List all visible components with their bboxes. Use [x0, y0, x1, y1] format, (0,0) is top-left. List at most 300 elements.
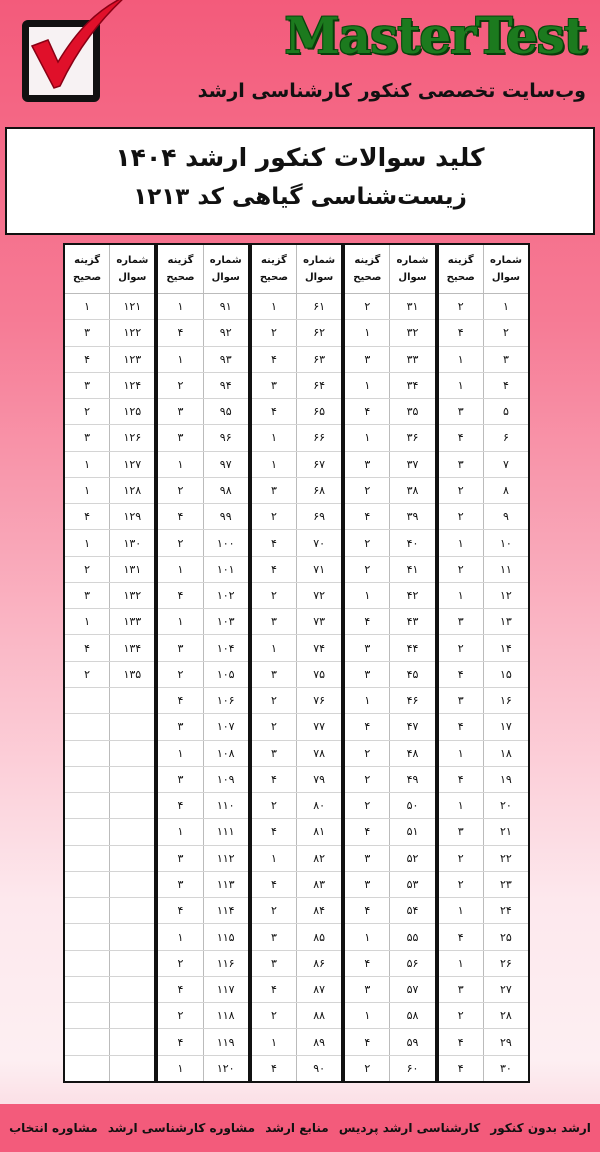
question-number-cell: ۱۴: [483, 635, 528, 660]
question-number-cell: ۵۷: [389, 977, 434, 1002]
question-number-cell: ۱: [483, 294, 528, 319]
question-number-cell: ۵: [483, 399, 528, 424]
table-row: [439, 634, 528, 660]
answer-cell: ۴: [270, 405, 277, 419]
question-number-cell: ۶۰: [389, 1056, 434, 1081]
answer-cell: ۴: [457, 326, 464, 340]
answer-cell: ۱: [270, 457, 277, 471]
table-row: [345, 1055, 434, 1081]
answer-cell: ۳: [177, 641, 184, 655]
answer-cell: ۴: [177, 326, 184, 340]
question-number-cell: ۳۲: [389, 320, 434, 345]
answer-cell: ۳: [270, 378, 277, 392]
answer-cell: [65, 741, 109, 766]
header-number: شماره سوال: [109, 245, 154, 293]
table-row: [158, 346, 247, 372]
table-row: [345, 687, 434, 713]
answer-cell: ۳: [177, 772, 184, 786]
table-row: [345, 529, 434, 555]
header-answer: گزینه صحیح: [166, 255, 195, 283]
question-number-cell: ۴۲: [389, 583, 434, 608]
answer-cell: ۱: [270, 641, 277, 655]
answer-cell: ۴: [364, 510, 371, 524]
question-number-cell: ۵۲: [389, 846, 434, 871]
table-row: [65, 398, 154, 424]
answer-cell: ۳: [364, 877, 371, 891]
answer-cell: ۳: [84, 589, 91, 603]
question-number-cell: [109, 688, 154, 713]
answer-cell: ۴: [270, 562, 277, 576]
question-number-cell: ۶۶: [296, 425, 341, 450]
table-row: [65, 582, 154, 608]
table-row: [439, 1028, 528, 1054]
answer-cell: ۲: [364, 1061, 371, 1075]
table-row: [345, 634, 434, 660]
answer-cell: ۱: [364, 694, 371, 708]
question-number-cell: ۱۲: [483, 583, 528, 608]
question-number-cell: ۳: [483, 347, 528, 372]
table-row: [345, 1002, 434, 1028]
table-row: [439, 976, 528, 1002]
question-number-cell: ۱۳۰: [109, 530, 154, 555]
answer-cell: ۱: [364, 1009, 371, 1023]
answer-cell: ۱: [177, 615, 184, 629]
question-number-cell: ۱۲۳: [109, 347, 154, 372]
answer-cell: ۴: [457, 772, 464, 786]
table-row: [65, 871, 154, 897]
table-row: [439, 923, 528, 949]
header-number: شماره سوال: [203, 245, 248, 293]
footer-link[interactable]: کارشناسی ارشد پردیس: [338, 1121, 481, 1135]
table-row: [65, 477, 154, 503]
table-row: [345, 372, 434, 398]
answer-cell: ۱: [84, 457, 91, 471]
answer-cell: ۴: [84, 510, 91, 524]
answer-cell: ۲: [270, 589, 277, 603]
question-number-cell: ۶۴: [296, 373, 341, 398]
table-row: [65, 950, 154, 976]
question-number-cell: ۳۵: [389, 399, 434, 424]
question-number-cell: ۳۱: [389, 294, 434, 319]
question-number-cell: ۷۵: [296, 662, 341, 687]
question-number-cell: ۵۹: [389, 1029, 434, 1054]
answer-cell: ۲: [457, 877, 464, 891]
question-number-cell: ۱۳۱: [109, 557, 154, 582]
question-number-cell: ۶: [483, 425, 528, 450]
table-row: [158, 294, 247, 319]
table-row: [65, 661, 154, 687]
answer-cell: ۴: [177, 904, 184, 918]
table-row: [345, 792, 434, 818]
answer-cell: ۴: [84, 352, 91, 366]
table-row: [158, 582, 247, 608]
table-row: [65, 740, 154, 766]
question-number-cell: [109, 846, 154, 871]
question-number-cell: ۱۰۵: [203, 662, 248, 687]
question-number-cell: ۷۶: [296, 688, 341, 713]
table-row: [252, 477, 341, 503]
answer-cell: ۲: [364, 300, 371, 314]
answer-cell: ۳: [457, 983, 464, 997]
answer-key-table: [63, 243, 530, 1083]
table-row: [158, 1028, 247, 1054]
question-number-cell: ۷۴: [296, 635, 341, 660]
question-number-cell: ۲۰: [483, 793, 528, 818]
header-answer: گزینه صحیح: [446, 255, 475, 283]
answer-cell: ۴: [270, 536, 277, 550]
answer-cell: ۱: [177, 746, 184, 760]
table-row: [158, 529, 247, 555]
table-row: [65, 897, 154, 923]
answer-cell: ۴: [270, 877, 277, 891]
table-row: [65, 1028, 154, 1054]
table-row: [345, 661, 434, 687]
question-number-cell: ۸۲: [296, 846, 341, 871]
question-number-cell: ۱۲۸: [109, 478, 154, 503]
table-row: [252, 871, 341, 897]
answer-cell: ۳: [177, 851, 184, 865]
question-number-cell: ۴۷: [389, 714, 434, 739]
answer-cell: ۳: [364, 851, 371, 865]
answer-cell: [65, 1029, 109, 1054]
question-number-cell: [109, 793, 154, 818]
table-row: [252, 398, 341, 424]
answer-cell: ۲: [364, 483, 371, 497]
answer-cell: ۲: [84, 405, 91, 419]
answer-cell: ۳: [270, 956, 277, 970]
header-answer: گزینه صحیح: [73, 255, 102, 283]
answer-cell: ۱: [177, 930, 184, 944]
answer-cell: ۱: [270, 1035, 277, 1049]
answer-cell: ۳: [457, 405, 464, 419]
answer-cell: [65, 846, 109, 871]
question-number-cell: ۱۲۹: [109, 504, 154, 529]
table-row: [65, 608, 154, 634]
table-row: [252, 1002, 341, 1028]
answer-cell: ۱: [457, 378, 464, 392]
answer-cell: ۱: [270, 300, 277, 314]
answer-cell: ۴: [364, 904, 371, 918]
answer-cell: ۱: [457, 904, 464, 918]
question-number-cell: ۹۲: [203, 320, 248, 345]
answer-cell: ۴: [457, 1035, 464, 1049]
answer-cell: ۳: [270, 615, 277, 629]
question-number-cell: ۲۴: [483, 898, 528, 923]
table-row: [439, 897, 528, 923]
answer-cell: [65, 819, 109, 844]
table-row: [252, 897, 341, 923]
table-row: [345, 766, 434, 792]
table-row: [158, 1002, 247, 1028]
question-number-cell: ۳۴: [389, 373, 434, 398]
table-row: [439, 346, 528, 372]
table-row: [252, 687, 341, 713]
table-row: [439, 1002, 528, 1028]
table-row: [65, 294, 154, 319]
table-row: [345, 923, 434, 949]
table-row: [252, 424, 341, 450]
table-row: [158, 897, 247, 923]
table-row: [345, 713, 434, 739]
table-row: [252, 792, 341, 818]
question-number-cell: ۱۱۹: [203, 1029, 248, 1054]
table-row: [65, 792, 154, 818]
table-row: [158, 950, 247, 976]
table-row: [439, 950, 528, 976]
table-row: [252, 1028, 341, 1054]
table-row: [252, 740, 341, 766]
question-number-cell: ۳۰: [483, 1056, 528, 1081]
table-row: [65, 529, 154, 555]
answer-cell: ۴: [84, 641, 91, 655]
answer-cell: ۴: [270, 772, 277, 786]
table-row: [252, 661, 341, 687]
table-row: [158, 556, 247, 582]
table-row: [158, 661, 247, 687]
table-row: [65, 503, 154, 529]
table-row: [65, 818, 154, 844]
table-row: [65, 634, 154, 660]
answer-cell: ۴: [177, 983, 184, 997]
answer-cell: [65, 924, 109, 949]
table-row: [252, 818, 341, 844]
table-row: [158, 818, 247, 844]
table-row: [65, 451, 154, 477]
answer-cell: ۱: [457, 799, 464, 813]
question-number-cell: ۴: [483, 373, 528, 398]
table-row: [439, 1055, 528, 1081]
table-row: [65, 976, 154, 1002]
question-number-cell: ۶۹: [296, 504, 341, 529]
answer-cell: ۲: [457, 562, 464, 576]
site-header: [0, 0, 600, 122]
answer-cell: ۳: [84, 431, 91, 445]
table-row: [439, 871, 528, 897]
header-answer: گزینه صحیح: [353, 255, 382, 283]
question-number-cell: ۹۹: [203, 504, 248, 529]
question-number-cell: ۱۷: [483, 714, 528, 739]
question-number-cell: ۲۵: [483, 924, 528, 949]
answer-cell: ۴: [457, 720, 464, 734]
question-number-cell: ۷۱: [296, 557, 341, 582]
answer-cell: ۲: [84, 562, 91, 576]
answer-cell: ۳: [457, 615, 464, 629]
table-row: [158, 608, 247, 634]
answer-cell: ۳: [364, 457, 371, 471]
answer-cell: ۱: [177, 1061, 184, 1075]
question-number-cell: ۱۰۳: [203, 609, 248, 634]
answer-cell: ۱: [364, 930, 371, 944]
question-number-cell: ۸۴: [296, 898, 341, 923]
table-row: [158, 372, 247, 398]
answer-cell: ۱: [457, 536, 464, 550]
block-header: [252, 245, 341, 294]
table-row: [158, 845, 247, 871]
table-row: [345, 897, 434, 923]
answer-cell: ۴: [270, 352, 277, 366]
answer-cell: [65, 714, 109, 739]
question-number-cell: ۸۶: [296, 951, 341, 976]
answer-cell: ۳: [177, 405, 184, 419]
answer-cell: ۲: [364, 536, 371, 550]
block-header: [158, 245, 247, 294]
question-number-cell: ۲۸: [483, 1003, 528, 1028]
answer-cell: [65, 977, 109, 1002]
answer-cell: ۲: [364, 772, 371, 786]
question-number-cell: ۱۱۷: [203, 977, 248, 1002]
question-number-cell: ۹۶: [203, 425, 248, 450]
answer-cell: ۳: [270, 746, 277, 760]
question-number-cell: ۱۳۳: [109, 609, 154, 634]
table-row: [65, 556, 154, 582]
answer-cell: ۱: [84, 483, 91, 497]
question-number-cell: ۹۰: [296, 1056, 341, 1081]
answer-cell: ۱: [270, 431, 277, 445]
question-number-cell: ۵۰: [389, 793, 434, 818]
table-row: [252, 372, 341, 398]
header-answer: گزینه صحیح: [259, 255, 288, 283]
table-row: [65, 372, 154, 398]
question-number-cell: ۱۲۲: [109, 320, 154, 345]
question-number-cell: ۳۳: [389, 347, 434, 372]
question-number-cell: ۳۷: [389, 452, 434, 477]
question-number-cell: ۷: [483, 452, 528, 477]
question-number-cell: ۱۳: [483, 609, 528, 634]
table-row: [439, 294, 528, 319]
table-row: [65, 1055, 154, 1081]
question-number-cell: ۱۱۲: [203, 846, 248, 871]
answer-cell: ۴: [177, 589, 184, 603]
question-number-cell: ۵۱: [389, 819, 434, 844]
answer-block: [341, 245, 434, 1081]
question-number-cell: ۷۳: [296, 609, 341, 634]
brand-name[interactable]: MasterTest: [284, 6, 586, 65]
question-number-cell: ۱۰۸: [203, 741, 248, 766]
question-number-cell: [109, 741, 154, 766]
footer-link[interactable]: ارشد بدون کنکور: [490, 1121, 591, 1135]
answer-cell: ۴: [270, 825, 277, 839]
answer-cell: ۴: [270, 983, 277, 997]
table-row: [439, 713, 528, 739]
table-row: [65, 923, 154, 949]
table-row: [252, 766, 341, 792]
question-number-cell: ۱۱۶: [203, 951, 248, 976]
table-row: [158, 424, 247, 450]
answer-cell: ۱: [177, 352, 184, 366]
answer-cell: ۳: [177, 877, 184, 891]
answer-cell: ۴: [364, 720, 371, 734]
table-row: [252, 713, 341, 739]
answer-cell: ۳: [177, 720, 184, 734]
question-number-cell: ۱۸: [483, 741, 528, 766]
footer-link[interactable]: مشاوره انتخاب: [9, 1121, 98, 1135]
table-row: [252, 319, 341, 345]
question-number-cell: ۶۵: [296, 399, 341, 424]
question-number-cell: ۷۷: [296, 714, 341, 739]
table-row: [158, 976, 247, 1002]
question-number-cell: ۸۳: [296, 872, 341, 897]
footer-link[interactable]: مشاوره کارشناسی ارشد: [107, 1121, 256, 1135]
answer-cell: ۱: [457, 956, 464, 970]
answer-cell: ۲: [177, 667, 184, 681]
question-number-cell: ۸۹: [296, 1029, 341, 1054]
answer-cell: ۱: [84, 536, 91, 550]
answer-cell: [65, 1003, 109, 1028]
table-row: [345, 424, 434, 450]
question-number-cell: ۸: [483, 478, 528, 503]
block-header: [439, 245, 528, 294]
question-number-cell: ۹۱: [203, 294, 248, 319]
answer-cell: ۲: [270, 1009, 277, 1023]
question-number-cell: ۷۲: [296, 583, 341, 608]
table-row: [345, 740, 434, 766]
question-number-cell: ۳۸: [389, 478, 434, 503]
table-row: [158, 477, 247, 503]
question-number-cell: ۴۹: [389, 767, 434, 792]
table-row: [158, 1055, 247, 1081]
table-row: [439, 451, 528, 477]
page-title: کلید سوالات کنکور ارشد ۱۴۰۴: [115, 143, 485, 172]
answer-cell: ۱: [364, 589, 371, 603]
answer-cell: ۴: [457, 431, 464, 445]
table-row: [345, 871, 434, 897]
question-number-cell: ۴۳: [389, 609, 434, 634]
header-number: شماره سوال: [483, 245, 528, 293]
question-number-cell: ۱۲۱: [109, 294, 154, 319]
answer-cell: ۲: [364, 799, 371, 813]
answer-cell: ۱: [84, 300, 91, 314]
answer-cell: ۲: [270, 510, 277, 524]
table-row: [252, 503, 341, 529]
question-number-cell: ۴۶: [389, 688, 434, 713]
answer-cell: ۲: [457, 1009, 464, 1023]
answer-block: [65, 245, 154, 1081]
question-number-cell: ۸۱: [296, 819, 341, 844]
title-box: [5, 127, 595, 235]
answer-cell: ۳: [364, 352, 371, 366]
question-number-cell: ۶۷: [296, 452, 341, 477]
question-number-cell: ۶۱: [296, 294, 341, 319]
header-number: شماره سوال: [296, 245, 341, 293]
question-number-cell: [109, 1003, 154, 1028]
question-number-cell: ۹۷: [203, 452, 248, 477]
site-tagline: وب‌سایت تخصصی کنکور کارشناسی ارشد: [197, 80, 586, 102]
question-number-cell: ۱۰۱: [203, 557, 248, 582]
question-number-cell: [109, 1029, 154, 1054]
answer-cell: ۱: [177, 825, 184, 839]
answer-block: [435, 245, 528, 1081]
footer-link[interactable]: منابع ارشد: [265, 1121, 329, 1135]
question-number-cell: ۸۸: [296, 1003, 341, 1028]
answer-cell: ۱: [364, 378, 371, 392]
answer-cell: ۴: [457, 1061, 464, 1075]
answer-cell: ۳: [457, 825, 464, 839]
answer-cell: ۴: [364, 956, 371, 970]
answer-cell: ۲: [177, 483, 184, 497]
question-number-cell: ۸۰: [296, 793, 341, 818]
answer-cell: [65, 767, 109, 792]
table-row: [158, 871, 247, 897]
table-row: [65, 1002, 154, 1028]
question-number-cell: [109, 714, 154, 739]
table-row: [65, 713, 154, 739]
answer-cell: ۲: [457, 851, 464, 865]
question-number-cell: ۸۵: [296, 924, 341, 949]
table-row: [345, 556, 434, 582]
answer-cell: ۴: [177, 799, 184, 813]
answer-cell: ۲: [457, 483, 464, 497]
question-number-cell: ۹۵: [203, 399, 248, 424]
